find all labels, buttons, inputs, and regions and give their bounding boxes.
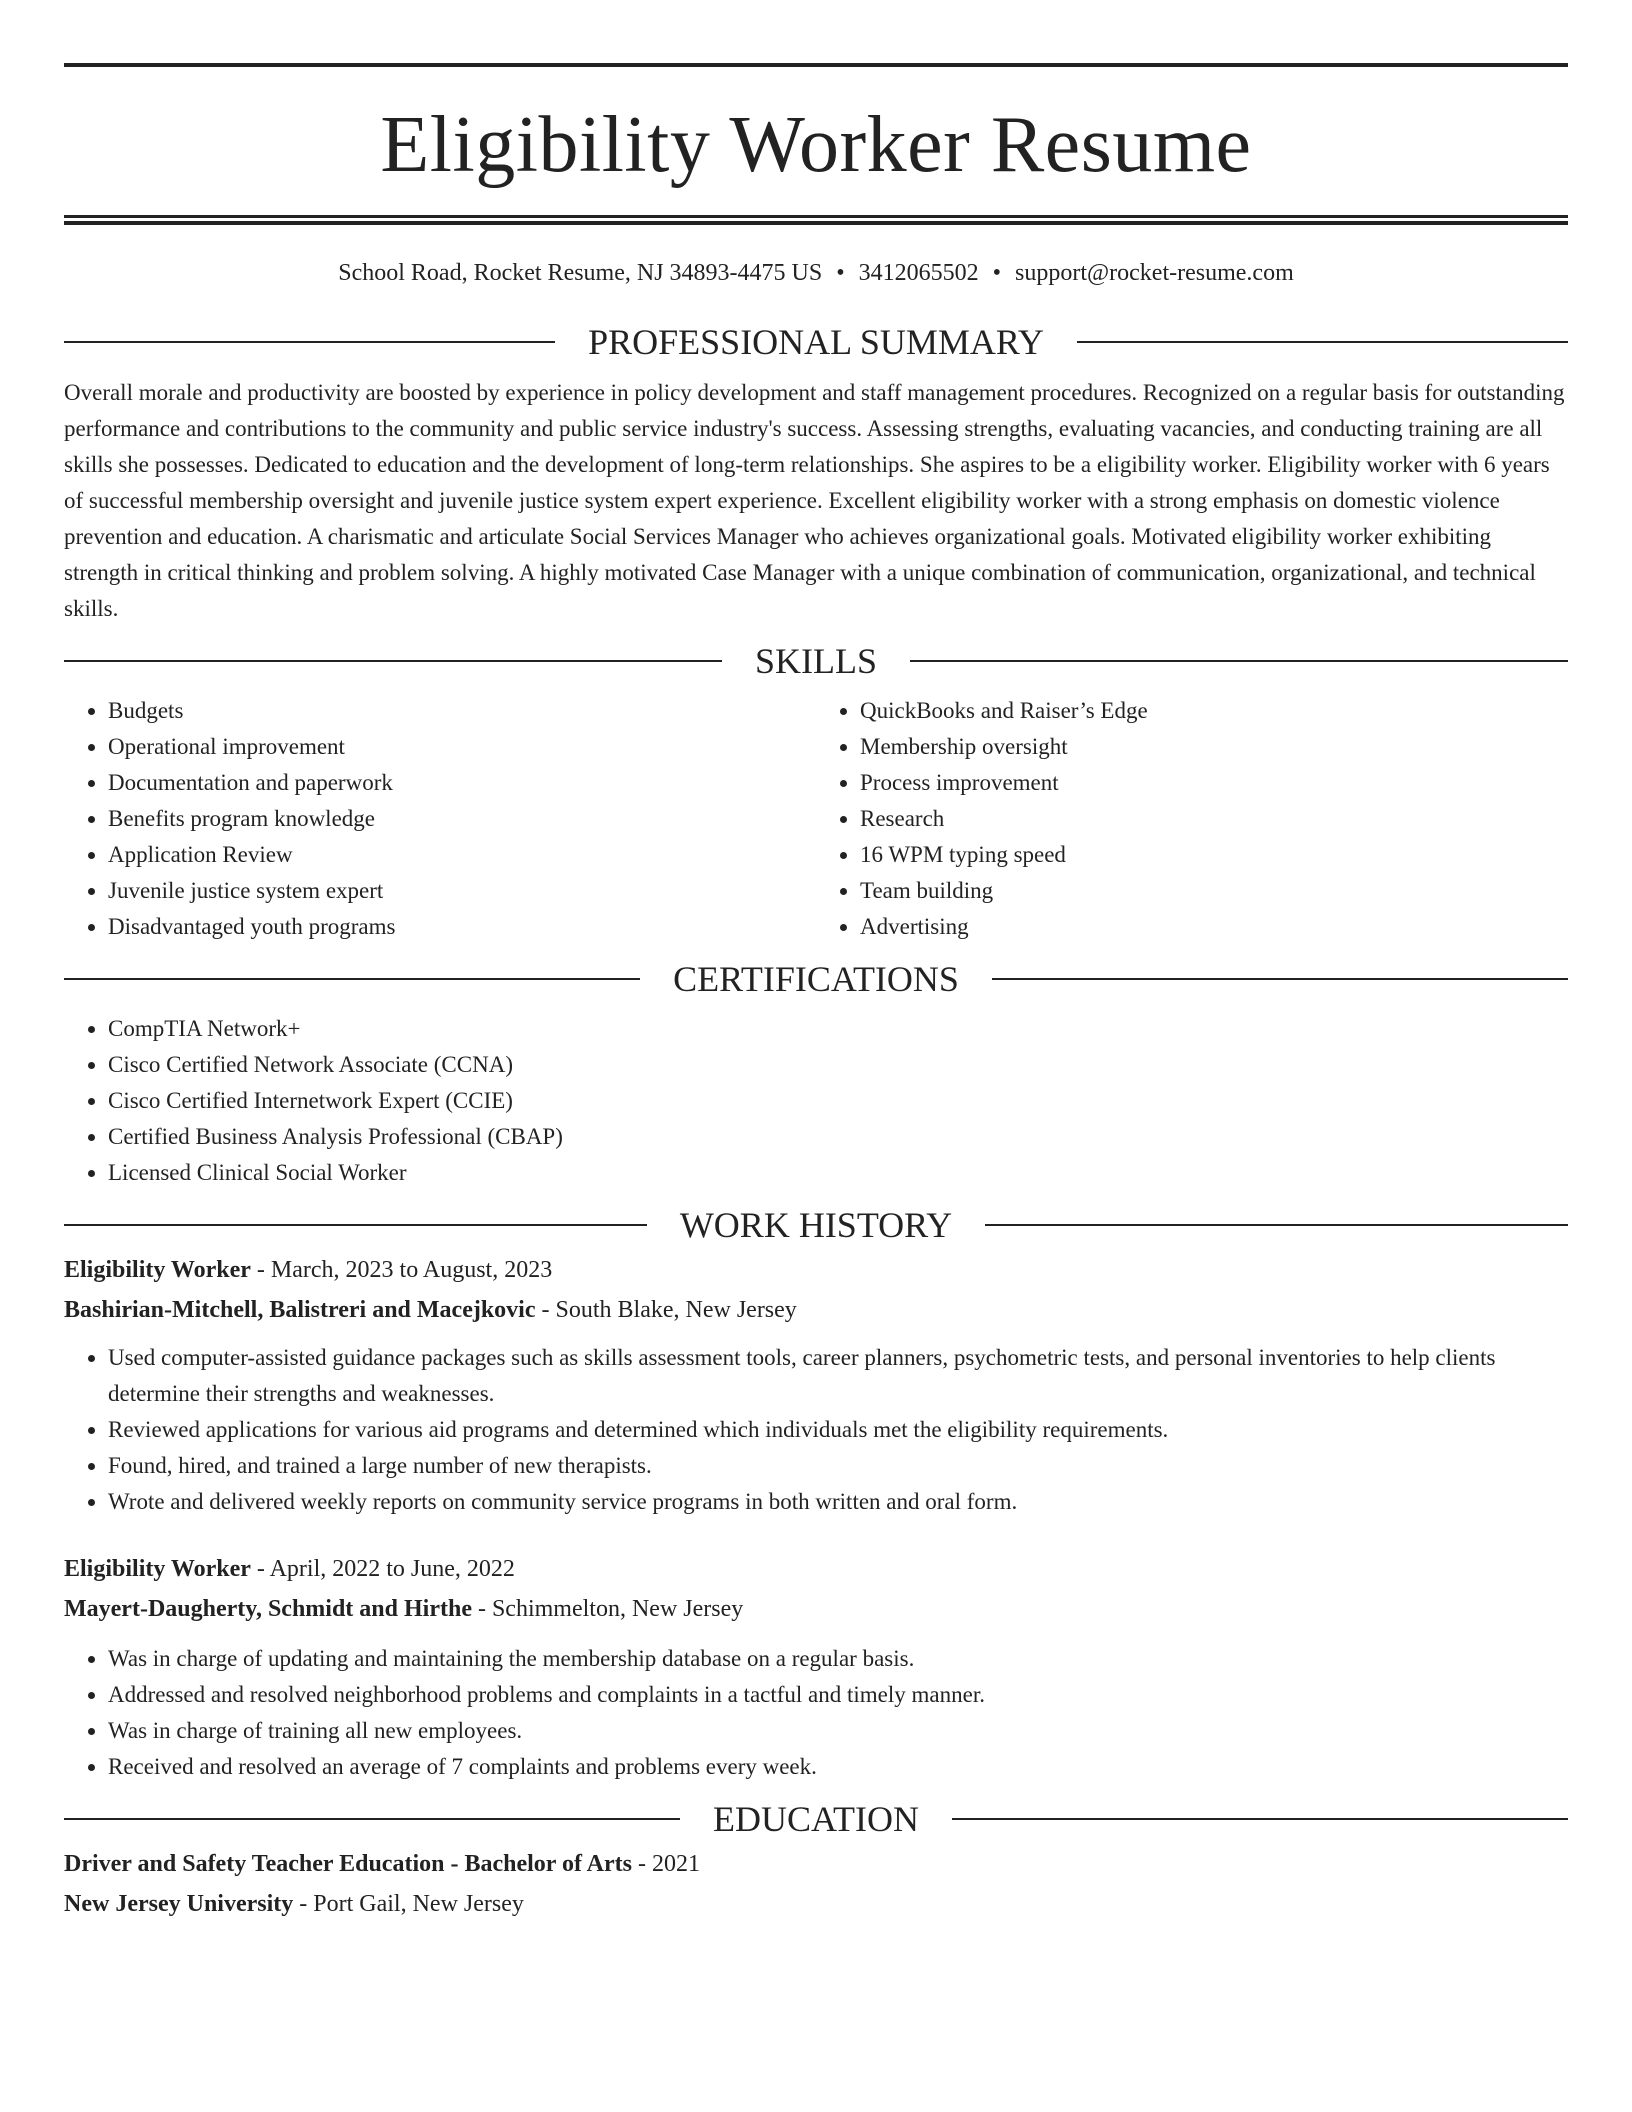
list-item: • Team building xyxy=(860,873,1568,909)
section-heading-work-history xyxy=(64,1205,1568,1245)
heading-rule xyxy=(64,660,722,662)
section-heading-summary xyxy=(64,322,1568,362)
education-entry xyxy=(64,1844,1568,1924)
job-title: Eligibility Worker xyxy=(64,1257,251,1283)
degree: Driver and Safety Teacher Education - Bachelor of Arts xyxy=(64,1851,632,1877)
list-item: • CompTIA Network+ xyxy=(108,1011,1568,1047)
job-duties-list xyxy=(64,1641,1568,1785)
contact-separator: • xyxy=(836,260,845,286)
title-double-rule xyxy=(64,215,1568,225)
list-item: • Documentation and paperwork xyxy=(108,765,816,801)
list-item: • Found, hired, and trained a large number of new therapists. xyxy=(108,1448,1568,1484)
resume-page xyxy=(64,0,1568,1924)
job-title-line xyxy=(64,1549,1568,1589)
section-title: EDUCATION xyxy=(713,1799,919,1839)
list-item: • Juvenile justice system expert xyxy=(108,873,816,909)
list-item: • Addressed and resolved neighborhood problems and complaints in a tactful and timely manner. xyxy=(108,1677,1568,1713)
list-item: • Licensed Clinical Social Worker xyxy=(108,1155,1568,1191)
section-heading-education xyxy=(64,1799,1568,1839)
contact-address: School Road, Rocket Resume, NJ 34893-4475 US xyxy=(338,260,823,286)
list-item: • Cisco Certified Internetwork Expert (CCIE) xyxy=(108,1083,1568,1119)
heading-rule xyxy=(992,978,1568,980)
top-rule xyxy=(64,63,1568,67)
section-heading-certifications xyxy=(64,959,1568,999)
heading-rule xyxy=(1077,341,1568,343)
list-item: • Was in charge of updating and maintaining the membership database on a regular basis. xyxy=(108,1641,1568,1677)
section-heading-skills xyxy=(64,641,1568,681)
list-item: • Benefits program knowledge xyxy=(108,801,816,837)
school-location: - Port Gail, New Jersey xyxy=(293,1891,524,1917)
heading-rule xyxy=(64,1818,680,1820)
list-item: • Budgets xyxy=(108,693,816,729)
list-item: • Received and resolved an average of 7 complaints and problems every week. xyxy=(108,1749,1568,1785)
contact-separator: • xyxy=(992,260,1002,286)
job-entry xyxy=(64,1250,1568,1520)
list-item: • QuickBooks and Raiser’s Edge xyxy=(860,693,1568,729)
list-item: • Cisco Certified Network Associate (CCNA) xyxy=(108,1047,1568,1083)
heading-rule xyxy=(64,978,640,980)
document-title: Eligibility Worker Resume xyxy=(380,101,1252,189)
heading-rule xyxy=(910,660,1568,662)
list-item: • 16 WPM typing speed xyxy=(860,837,1568,873)
skills-column-right xyxy=(816,693,1568,945)
summary-paragraph: Overall morale and productivity are boosted by experience in policy development and staff management procedures. Recognized on a regular basis for outstanding performance and contributions to the community and public service industry's success. Assessing strengths, evaluating vacancies, and conducting training are all skills she possesses. Dedicated to education and the development of long-term relationships. She aspires to be a eligibility worker. Eligibility worker with 6 years of successful membership oversight and juvenile justice system expert experience. Excellent eligibility worker with a strong emphasis on domestic violence prevention and education. A charismatic and articulate Social Services Manager who achieves organizational goals. Motivated eligibility worker exhibiting strength in critical thinking and problem solving. A highly motivated Case Manager with a unique combination of communication, organizational, and technical skills. xyxy=(64,380,1565,621)
section-title: SKILLS xyxy=(755,641,878,681)
certifications-list xyxy=(64,1011,1568,1191)
job-dates: - April, 2022 to June, 2022 xyxy=(250,1556,515,1582)
job-entry xyxy=(64,1549,1568,1785)
job-duties-list xyxy=(64,1340,1568,1520)
job-location: - South Blake, New Jersey xyxy=(535,1297,797,1323)
section-title: CERTIFICATIONS xyxy=(673,959,959,999)
skills-list xyxy=(64,693,1568,945)
list-item: • Process improvement xyxy=(860,765,1568,801)
heading-rule xyxy=(64,1224,647,1226)
contact-phone: 3412065502 xyxy=(858,260,979,286)
job-company-line xyxy=(64,1589,1568,1629)
degree-line xyxy=(64,1844,1568,1884)
job-title: Eligibility Worker xyxy=(64,1556,251,1582)
job-company-line xyxy=(64,1290,1568,1330)
list-item: • Application Review xyxy=(108,837,816,873)
job-company: Mayert-Daugherty, Schmidt and Hirthe xyxy=(64,1596,472,1622)
list-item: • Operational improvement xyxy=(108,729,816,765)
list-item: • Disadvantaged youth programs xyxy=(108,909,816,945)
job-company: Bashirian-Mitchell, Balistreri and Macejkovic xyxy=(64,1297,536,1323)
job-location: - Schimmelton, New Jersey xyxy=(471,1596,744,1622)
job-title-line xyxy=(64,1250,1568,1290)
list-item: • Membership oversight xyxy=(860,729,1568,765)
heading-rule xyxy=(985,1224,1568,1226)
contact-email: support@rocket-resume.com xyxy=(1015,260,1294,286)
list-item: • Research xyxy=(860,801,1568,837)
list-item: • Wrote and delivered weekly reports on community service programs in both written and oral form. xyxy=(108,1484,1568,1520)
school-line xyxy=(64,1884,1568,1924)
list-item: • Reviewed applications for various aid programs and determined which individuals met the eligibility requirements. xyxy=(108,1412,1568,1448)
skills-column-left xyxy=(64,693,816,945)
list-item: • Advertising xyxy=(860,909,1568,945)
heading-rule xyxy=(952,1818,1568,1820)
list-item: • Used computer-assisted guidance packages such as skills assessment tools, career planners, psychometric tests, and personal inventories to help clients determine their strengths and weaknesses. xyxy=(108,1340,1568,1412)
section-title: PROFESSIONAL SUMMARY xyxy=(588,322,1044,362)
school-name: New Jersey University xyxy=(64,1891,294,1917)
list-item: • Certified Business Analysis Professional (CBAP) xyxy=(108,1119,1568,1155)
job-dates: - March, 2023 to August, 2023 xyxy=(250,1257,553,1283)
section-title: WORK HISTORY xyxy=(679,1205,953,1245)
contact-line xyxy=(64,259,1568,287)
graduation-year: - 2021 xyxy=(631,1851,700,1877)
heading-rule xyxy=(64,341,555,343)
list-item: • Was in charge of training all new employees. xyxy=(108,1713,1568,1749)
